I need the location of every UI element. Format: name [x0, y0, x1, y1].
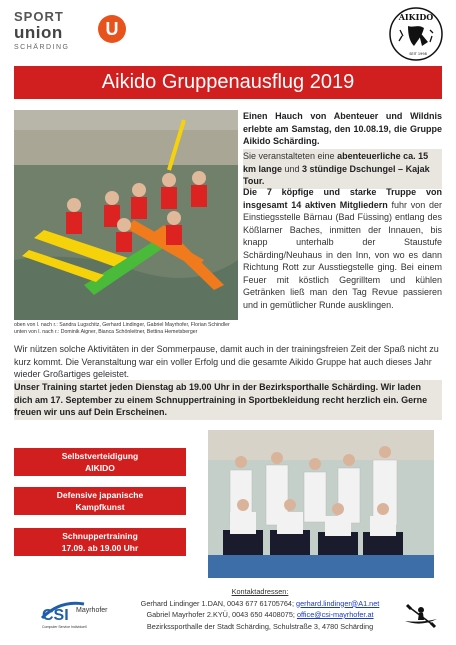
tour-pre: Sie veranstalteten eine — [243, 151, 338, 161]
csi-logo-main: CSI — [42, 607, 69, 624]
box-martial-art — [14, 487, 186, 515]
caption-line-2: unten von l. nach r.: Dominik Aigner, Bianca Schönleitner, Bettina Hemetsberger — [14, 329, 198, 335]
box-martial-art-line1: Defensive japanische — [56, 490, 144, 500]
tour-bold-2: 3 stündige Dschungel – Kajak Tour. — [243, 163, 430, 186]
aikido-logo-text: AIKIDO — [398, 12, 434, 22]
story-rest: fuhr von der Einstiegsstelle Bärnau (Bad Füssing) entlang des Kößlarner Baches, inmitten der Innauen, bis knapp unterhalb der Staustufe Schärding/Neuhaus in den Inn, von wo es dann Richtung Rott zur Ausstiegstelle ging. Bei einem Feuer mit köstlich Gegrilltem und kühlen Getränken ließ man den Tag Revue passieren und in gemütlicher Runde ausklingen. — [243, 199, 443, 310]
intro-text: Einen Hauch von Abenteuer und Wildnis erlebte am Samstag, den 10.08.19, die Gruppe Aikido Schärding. — [243, 111, 442, 146]
box-self-defense-line1: Selbstverteidigung — [61, 451, 139, 461]
contact-1-email-link[interactable]: gerhard.lindinger@A1.net — [296, 598, 380, 608]
kayak-icon — [403, 603, 439, 629]
box-martial-art-line2: Kampfkunst — [75, 502, 125, 512]
tour-highlight — [243, 149, 442, 189]
contact-2-email-link[interactable]: office@csi-mayrhofer.at — [296, 610, 374, 619]
logo-sport-text: SPORT — [14, 9, 64, 24]
logo-union-text: union — [14, 23, 63, 42]
csi-logo-side: Mayrhofer — [76, 607, 108, 614]
story-bold: Die 7 köpfige und starke Truppe von insgesamt 14 aktiven Mitgliedern — [243, 187, 442, 210]
aikido-logo — [388, 6, 444, 62]
training-info: Unser Training startet jeden Dienstag ab 19.00 Uhr in der Bezirksporthalle Schärding. Wir laden dich am 17. September zu einem Schnuppertraining in Sportbekleidung recht herzlich ein. Gerne freuen wir uns auf Dein Erscheinen. — [14, 380, 442, 420]
tour-mid: und — [282, 163, 303, 174]
contact-2-text: Gabriel Mayrhofer 2.KYÜ, 0043 650 4408075; — [146, 610, 297, 619]
contacts-heading: Kontaktadressen: — [231, 587, 289, 596]
contact-line-2 — [110, 609, 410, 621]
csi-mayrhofer-logo — [40, 596, 120, 632]
story-text — [243, 186, 442, 311]
logo-place-text: SCHÄRDING — [14, 44, 70, 51]
kayak-group-photo — [14, 110, 238, 320]
csi-logo-tag: Computer Service Individuell — [42, 625, 87, 629]
tour-bold-1: abenteuerliche ca. 15 km lange — [243, 151, 429, 174]
aikido-logo-sub: SEIT 1998 — [409, 52, 427, 56]
caption-line-1: oben von l. nach r.: Sandra Lugschitz, Gerhard Lindinger, Gabriel Mayrhofer, Florian Schindler — [14, 322, 230, 328]
photo-caption — [14, 322, 244, 336]
box-self-defense — [14, 448, 186, 476]
box-self-defense-line2: AIKIDO — [85, 463, 115, 473]
contacts-block — [110, 586, 410, 632]
logo-u-icon: U — [98, 15, 126, 43]
box-trial-training — [14, 528, 186, 556]
contact-address: Bezirkssporthalle der Stadt Schärding, Schulstraße 3, 4780 Schärding — [146, 621, 374, 631]
contact-line-1 — [110, 598, 410, 610]
sportunion-logo — [14, 9, 124, 53]
dojo-group-photo — [208, 430, 434, 578]
box-trial-line2: 17.09. ab 19.00 Uhr — [61, 543, 139, 553]
page-title: Aikido Gruppenausflug 2019 — [14, 66, 442, 99]
summer-paragraph: Wir nützen solche Aktivitäten in der Sommerpause, damit auch in der trainingsfreien Zeit der Spaß nicht zu kurz kommt. Die Veranstaltung war ein voller Erfolg und die gesamte Aikido Gruppe hat auch dieses Jahr wieder Großartiges geleistet. — [14, 344, 439, 379]
contact-1-text: Gerhard Lindinger 1.DAN, 0043 677 61705764; — [140, 598, 297, 608]
box-trial-line1: Schnuppertraining — [62, 531, 138, 541]
